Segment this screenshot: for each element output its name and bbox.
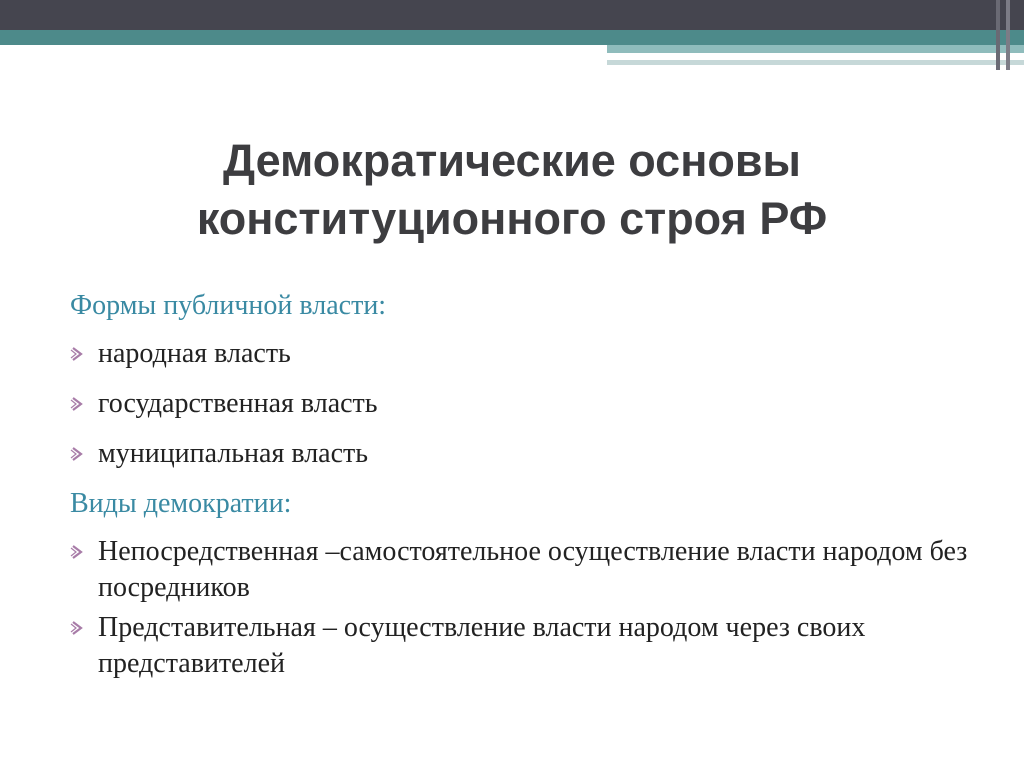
list-item: [70, 534, 970, 606]
list-item-text: государственная власть: [98, 388, 378, 419]
list-item: [70, 386, 970, 422]
section-heading-democracy: Виды демократии:: [70, 488, 292, 519]
list-item: [70, 436, 970, 472]
list-item-text: народная власть: [98, 338, 291, 369]
header-band-line: [607, 60, 1024, 65]
chevron-arrow-icon: [70, 610, 98, 646]
list-item: [70, 610, 970, 682]
chevron-arrow-icon: [70, 336, 98, 372]
header-accent-bar: [996, 0, 1000, 70]
list-item-text: муниципальная власть: [98, 438, 369, 469]
header-band-teal: [0, 30, 1024, 45]
list-item-text: Представительная – осуществление власти народом через своих представителей: [98, 612, 866, 679]
header-accent-bar: [1006, 0, 1010, 70]
chevron-arrow-icon: [70, 534, 98, 570]
chevron-arrow-icon: [70, 386, 98, 422]
list-item-text: Непосредственная –самостоятельное осуществление власти народом без посредников: [98, 536, 968, 603]
chevron-arrow-icon: [70, 436, 98, 472]
slide-content: [70, 288, 970, 686]
section-heading-forms: Формы публичной власти:: [70, 290, 387, 321]
list-item: [70, 336, 970, 372]
header-band-teal-light: [607, 45, 1024, 53]
slide-title: Демократические основы конституционного строя РФ: [196, 135, 828, 244]
header-band-dark: [0, 0, 1024, 30]
